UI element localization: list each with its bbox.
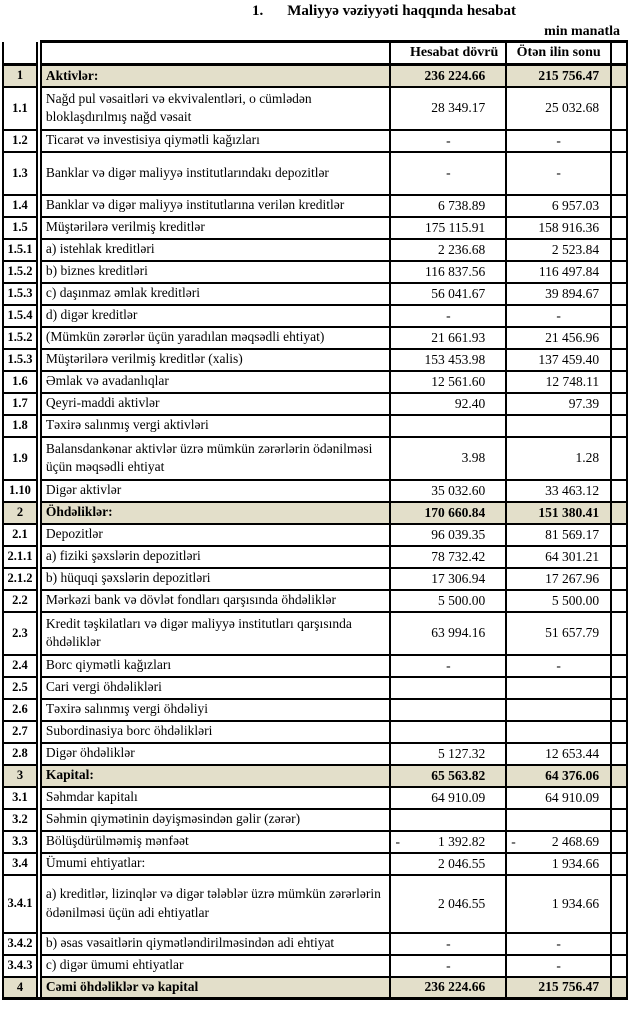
current-period-value: 65 563.82 <box>390 765 506 787</box>
row-number-cell: 1.5.2 <box>3 261 37 283</box>
table-edge-stub <box>611 612 627 655</box>
prior-period-value <box>506 809 611 831</box>
table-edge-stub <box>611 568 627 590</box>
current-period-value: 78 732.42 <box>390 546 506 568</box>
table-edge-stub <box>611 195 627 217</box>
table-edge-stub <box>611 853 627 875</box>
section-row <box>3 765 627 787</box>
table-edge-stub <box>611 765 627 787</box>
current-period-value: - <box>390 130 506 152</box>
row-number-cell: 1 <box>3 65 37 87</box>
table-edge-stub <box>611 480 627 502</box>
table-row <box>3 955 627 977</box>
row-number-cell: 2.7 <box>3 721 37 743</box>
table-row <box>3 933 627 955</box>
table-edge-stub <box>611 655 627 677</box>
row-label-cell: Subordinasiya borc öhdəlikləri <box>41 721 391 743</box>
table-row <box>3 721 627 743</box>
table-edge-stub <box>611 437 627 480</box>
prior-period-value: 1 934.66 <box>506 875 611 933</box>
table-row <box>3 130 627 152</box>
current-period-value <box>390 721 506 743</box>
row-label-cell: Balansdankənar aktivlər üzrə mümkün zərərlərin ödənilməsi üçün məqsədli ehtiyat <box>41 437 391 480</box>
row-label-cell: a) fiziki şəxslərin depozitləri <box>41 546 391 568</box>
prior-period-value: 39 894.67 <box>506 283 611 305</box>
current-period-value: - <box>390 305 506 327</box>
row-number-cell: 2.8 <box>3 743 37 765</box>
section-row <box>3 65 627 87</box>
row-label-cell: Borc qiymətli kağızları <box>41 655 391 677</box>
table-edge-stub <box>611 152 627 195</box>
page-title <box>252 3 516 20</box>
row-label-cell: Öhdəliklər: <box>41 502 391 524</box>
row-label-cell: Kredit təşkilatları və digər maliyyə institutları qarşısında öhdəliklər <box>41 612 391 655</box>
row-number-cell: 1.10 <box>3 480 37 502</box>
table-row <box>3 853 627 875</box>
table-edge-stub <box>611 305 627 327</box>
row-label-cell: Banklar və digər maliyyə institutlarına verilən kreditlər <box>41 195 391 217</box>
row-label-cell: Təxirə salınmış vergi aktivləri <box>41 415 391 437</box>
table-edge-stub <box>611 42 627 65</box>
table-edge-stub <box>611 677 627 699</box>
current-period-value: - <box>390 655 506 677</box>
current-period-value <box>390 809 506 831</box>
prior-period-value: - <box>506 152 611 195</box>
table-row <box>3 87 627 130</box>
table-edge-stub <box>611 721 627 743</box>
row-number-cell: 1.5.1 <box>3 239 37 261</box>
table-edge-stub <box>611 809 627 831</box>
prior-period-value: - <box>506 933 611 955</box>
current-period-value <box>390 415 506 437</box>
current-period-value: 6 738.89 <box>390 195 506 217</box>
page-title-index: 1. <box>252 3 264 19</box>
current-period-value: - <box>390 933 506 955</box>
row-number-cell: 2.1 <box>3 524 37 546</box>
row-number-cell: 1.8 <box>3 415 37 437</box>
table-row <box>3 875 627 933</box>
row-number-cell: 2.1.1 <box>3 546 37 568</box>
current-period-value: 92.40 <box>390 393 506 415</box>
current-period-value: 64 910.09 <box>390 787 506 809</box>
current-period-value: 170 660.84 <box>390 502 506 524</box>
prior-period-value: 64 301.21 <box>506 546 611 568</box>
table-row <box>3 393 627 415</box>
table-row <box>3 787 627 809</box>
section-row <box>3 977 627 999</box>
table-row <box>3 349 627 371</box>
prior-period-value <box>506 721 611 743</box>
row-label-cell: Ticarət və investisiya qiymətli kağızları <box>41 130 391 152</box>
table-edge-stub <box>611 283 627 305</box>
row-number-cell: 1.9 <box>3 437 37 480</box>
row-label-cell: Ümumi ehtiyatlar: <box>41 853 391 875</box>
prior-period-value: 6 957.03 <box>506 195 611 217</box>
prior-period-value: 21 456.96 <box>506 327 611 349</box>
table-edge-stub <box>611 787 627 809</box>
table-row <box>3 327 627 349</box>
table-row <box>3 743 627 765</box>
current-period-value <box>390 677 506 699</box>
prior-period-value: 51 657.79 <box>506 612 611 655</box>
row-label-cell: Kapital: <box>41 765 391 787</box>
header-number-cell <box>3 42 37 65</box>
current-period-value: 56 041.67 <box>390 283 506 305</box>
table-row <box>3 590 627 612</box>
table-edge-stub <box>611 831 627 853</box>
current-period-value: 236 224.66 <box>390 65 506 87</box>
row-number-cell: 2.4 <box>3 655 37 677</box>
row-label-cell: Səhmin qiymətinin dəyişməsindən gəlir (zərər) <box>41 809 391 831</box>
prior-period-value: 81 569.17 <box>506 524 611 546</box>
prior-period-value: 158 916.36 <box>506 217 611 239</box>
table-edge-stub <box>611 875 627 933</box>
row-number-cell: 3.3 <box>3 831 37 853</box>
current-period-value: 153 453.98 <box>390 349 506 371</box>
row-label-cell: Müştərilərə verilmiş kreditlər <box>41 217 391 239</box>
current-period-value: 96 039.35 <box>390 524 506 546</box>
table-row <box>3 239 627 261</box>
header-prior-period: Ötən ilin sonu <box>506 42 611 65</box>
table-row <box>3 677 627 699</box>
row-number-cell: 3.1 <box>3 787 37 809</box>
table-row <box>3 415 627 437</box>
row-number-cell: 2.3 <box>3 612 37 655</box>
row-number-cell: 1.7 <box>3 393 37 415</box>
prior-period-value <box>506 415 611 437</box>
row-label-cell: Cəmi öhdəliklər və kapital <box>41 977 391 999</box>
header-label-cell <box>41 42 391 65</box>
row-number-cell: 1.5.4 <box>3 305 37 327</box>
negative-sign: - <box>395 833 400 849</box>
table-edge-stub <box>611 393 627 415</box>
table-row <box>3 568 627 590</box>
table-edge-stub <box>611 415 627 437</box>
prior-period-value: 215 756.47 <box>506 65 611 87</box>
prior-period-value: 1.28 <box>506 437 611 480</box>
current-period-value: 175 115.91 <box>390 217 506 239</box>
row-label-cell: Banklar və digər maliyyə institutlarındakı depozitlər <box>41 152 391 195</box>
current-period-value: - 1 392.82 <box>390 831 506 853</box>
row-number-cell: 2.2 <box>3 590 37 612</box>
row-number-cell: 3.2 <box>3 809 37 831</box>
prior-period-value: 5 500.00 <box>506 590 611 612</box>
row-label-cell: b) hüquqi şəxslərin depozitləri <box>41 568 391 590</box>
row-number-cell: 1.5.3 <box>3 349 37 371</box>
table-edge-stub <box>611 87 627 130</box>
row-label-cell: b) biznes kreditləri <box>41 261 391 283</box>
negative-sign: - <box>511 833 516 849</box>
table-edge-stub <box>611 546 627 568</box>
row-label-cell: Digər öhdəliklər <box>41 743 391 765</box>
row-label-cell: a) istehlak kreditləri <box>41 239 391 261</box>
row-label-cell: b) əsas vəsaitlərin qiymətləndirilməsindən adi ehtiyat <box>41 933 391 955</box>
table-header-row <box>3 42 627 65</box>
table-edge-stub <box>611 217 627 239</box>
current-period-value: 17 306.94 <box>390 568 506 590</box>
prior-period-value: 64 376.06 <box>506 765 611 787</box>
row-label-cell: (Mümkün zərərlər üçün yaradılan məqsədli ehtiyat) <box>41 327 391 349</box>
prior-period-value: 151 380.41 <box>506 502 611 524</box>
prior-period-value: - <box>506 655 611 677</box>
row-number-cell: 1.2 <box>3 130 37 152</box>
table-edge-stub <box>611 590 627 612</box>
row-label-cell: Bölüşdürülməmiş mənfəət <box>41 831 391 853</box>
current-period-value: 12 561.60 <box>390 371 506 393</box>
prior-period-value: - <box>506 955 611 977</box>
prior-period-value: 64 910.09 <box>506 787 611 809</box>
current-period-value: - <box>390 152 506 195</box>
table-edge-stub <box>611 130 627 152</box>
row-label-cell: Cari vergi öhdəlikləri <box>41 677 391 699</box>
current-period-value: 236 224.66 <box>390 977 506 999</box>
table-edge-stub <box>611 502 627 524</box>
table-edge-stub <box>611 327 627 349</box>
row-number-cell: 3.4.2 <box>3 933 37 955</box>
row-label-cell: Səhmdar kapitalı <box>41 787 391 809</box>
table-row <box>3 809 627 831</box>
prior-period-value: - <box>506 130 611 152</box>
current-period-value: 2 046.55 <box>390 875 506 933</box>
table-row <box>3 612 627 655</box>
table-row <box>3 524 627 546</box>
row-number-cell: 1.4 <box>3 195 37 217</box>
prior-period-value: 25 032.68 <box>506 87 611 130</box>
row-number-cell: 1.3 <box>3 152 37 195</box>
table-edge-stub <box>611 239 627 261</box>
table-edge-stub <box>611 743 627 765</box>
current-period-value: 3.98 <box>390 437 506 480</box>
current-period-value: 35 032.60 <box>390 480 506 502</box>
prior-period-value: - 2 468.69 <box>506 831 611 853</box>
table-edge-stub <box>611 955 627 977</box>
row-label-cell: Aktivlər: <box>41 65 391 87</box>
current-period-value: 116 837.56 <box>390 261 506 283</box>
table-row <box>3 655 627 677</box>
row-number-cell: 3.4.3 <box>3 955 37 977</box>
prior-period-value <box>506 699 611 721</box>
row-number-cell: 2 <box>3 502 37 524</box>
current-period-value: 2 236.68 <box>390 239 506 261</box>
table-row <box>3 152 627 195</box>
current-period-value <box>390 699 506 721</box>
table-edge-stub <box>611 261 627 283</box>
prior-period-value: 33 463.12 <box>506 480 611 502</box>
prior-period-value: 17 267.96 <box>506 568 611 590</box>
row-number-cell: 1.1 <box>3 87 37 130</box>
header-current-period: Hesabat dövrü <box>390 42 506 65</box>
row-number-cell: 2.6 <box>3 699 37 721</box>
row-number-cell: 2.1.2 <box>3 568 37 590</box>
financial-position-table <box>2 40 628 1000</box>
prior-period-value: 215 756.47 <box>506 977 611 999</box>
row-label-cell: d) digər kreditlər <box>41 305 391 327</box>
table-edge-stub <box>611 371 627 393</box>
prior-period-value: - <box>506 305 611 327</box>
row-number-cell: 1.6 <box>3 371 37 393</box>
table-edge-stub <box>611 933 627 955</box>
table-edge-stub <box>611 65 627 87</box>
row-number-cell: 1.5.2 <box>3 327 37 349</box>
table-row <box>3 217 627 239</box>
current-period-value: 21 661.93 <box>390 327 506 349</box>
current-period-value: 5 500.00 <box>390 590 506 612</box>
table-row <box>3 546 627 568</box>
prior-period-value <box>506 677 611 699</box>
table-edge-stub <box>611 699 627 721</box>
row-label-cell: c) daşınmaz əmlak kreditləri <box>41 283 391 305</box>
row-number-cell: 4 <box>3 977 37 999</box>
prior-period-value: 2 523.84 <box>506 239 611 261</box>
row-label-cell: Nağd pul vəsaitləri və ekvivalentləri, o cümlədən bloklaşdırılmış nağd vəsait <box>41 87 391 130</box>
table-row <box>3 437 627 480</box>
page-title-text: Maliyyə vəziyyəti haqqında hesabat <box>287 3 517 19</box>
row-label-cell: Müştərilərə verilmiş kreditlər (xalis) <box>41 349 391 371</box>
table-row <box>3 283 627 305</box>
table-row <box>3 305 627 327</box>
current-period-value: 28 349.17 <box>390 87 506 130</box>
row-number-cell: 3 <box>3 765 37 787</box>
table-row <box>3 699 627 721</box>
row-label-cell: Depozitlər <box>41 524 391 546</box>
row-number-cell: 1.5.3 <box>3 283 37 305</box>
current-period-value: - <box>390 955 506 977</box>
unit-note: min manatla <box>544 24 620 39</box>
table-row <box>3 371 627 393</box>
table-row <box>3 261 627 283</box>
row-label-cell: a) kreditlər, lizinqlər və digər tələblər üzrə mümkün zərərlərin ödənilməsi üçün adi ehtiyatlar <box>41 875 391 933</box>
row-number-cell: 3.4.1 <box>3 875 37 933</box>
row-label-cell: Digər aktivlər <box>41 480 391 502</box>
table-edge-stub <box>611 524 627 546</box>
row-number-cell: 2.5 <box>3 677 37 699</box>
prior-period-value: 97.39 <box>506 393 611 415</box>
prior-period-value: 137 459.40 <box>506 349 611 371</box>
prior-period-value: 116 497.84 <box>506 261 611 283</box>
prior-period-value: 12 653.44 <box>506 743 611 765</box>
table-row <box>3 480 627 502</box>
row-label-cell: Təxirə salınmış vergi öhdəliyi <box>41 699 391 721</box>
row-number-cell: 1.5 <box>3 217 37 239</box>
current-period-value: 2 046.55 <box>390 853 506 875</box>
table-edge-stub <box>611 349 627 371</box>
row-label-cell: Əmlak və avadanlıqlar <box>41 371 391 393</box>
prior-period-value: 12 748.11 <box>506 371 611 393</box>
table-row <box>3 831 627 853</box>
prior-period-value: 1 934.66 <box>506 853 611 875</box>
row-number-cell: 3.4 <box>3 853 37 875</box>
section-row <box>3 502 627 524</box>
table-edge-stub <box>611 977 627 999</box>
row-label-cell: c) digər ümumi ehtiyatlar <box>41 955 391 977</box>
table-row <box>3 195 627 217</box>
row-label-cell: Qeyri-maddi aktivlər <box>41 393 391 415</box>
row-label-cell: Mərkəzi bank və dövlət fondları qarşısında öhdəliklər <box>41 590 391 612</box>
current-period-value: 63 994.16 <box>390 612 506 655</box>
current-period-value: 5 127.32 <box>390 743 506 765</box>
